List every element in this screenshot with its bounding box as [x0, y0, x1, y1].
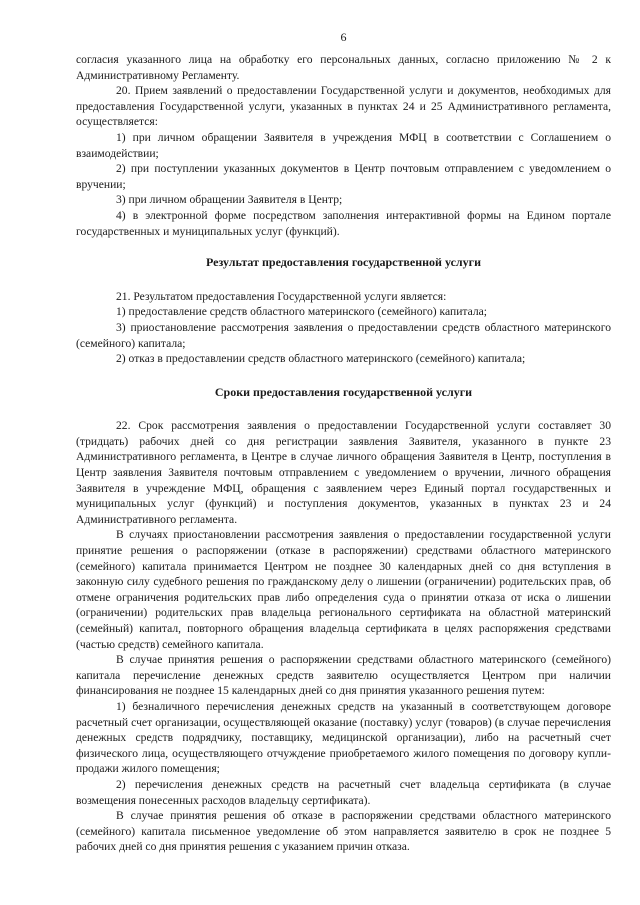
paragraph: 1) предоставление средств областного материнского (семейного) капитала;	[116, 305, 488, 319]
paragraph: 3) приостановление рассмотрения заявления о предоставлении средств областного материнского (семейного) капитала;	[76, 320, 611, 350]
paragraph: 4) в электронной форме посредством заполнения интерактивной формы на Едином портале государственных и муниципальных услуг (функций).	[76, 208, 611, 238]
paragraph: 3) при личном обращении Заявителя в Центр;	[116, 193, 343, 207]
paragraph: В случаях приостановлении рассмотрения заявления о предоставлении государственной услуги принятие решения о распоряжении (отказе в распоряжении) средствами областного материнского (семейного) капитала принимается Центром не позднее 30 календарных дней со дня вступления в законную силу судебного решения по гражданскому делу о лишении (ограничении) родительских прав, об отмене ограничения родительских прав либо определения суда о принятии отказа от иска о лишении (ограничении) родительских прав владельца регионального сертификата на областной материнский (семейный) капитал, повторного обращения владельца сертификата в целях распоряжения средствами (частью средств) семейного капитала.	[76, 528, 611, 651]
paragraph: В случае принятия решения об отказе в распоряжении средствами областного материнского (семейного) капитала письменное уведомление об этом направляется заявителю в срок не позднее 5 рабочих дней со дня принятия решения с указанием причин отказа.	[76, 809, 611, 854]
paragraph: В случае принятия решения о распоряжении средствами областного материнского (семейного) капитала перечисление денежных средств заявителю осуществляется Центром при наличии финансирования не позднее 15 календарных дней со дня принятия указанного решения путем:	[76, 653, 611, 698]
paragraph: 22. Срок рассмотрения заявления о предоставлении Государственной услуги составляет 30 (тридцать) рабочих дней со дня регистрации заявления Заявителя, указанного в пункте 23 Административного регламента, в Центре в случае личного обращения Заявителя в Центр, поступления в Центр заявления Заявителя почтовым отправлением с уведомлением о вручении, личного обращения Заявителя в учреждение МФЦ, обращения с заявлением через Единый портал государственных и муниципальных услуг (функций) и поступления документов, указанных в пунктах 23 и 24 Административного регламента.	[76, 419, 611, 526]
paragraph: 21. Результатом предоставления Государственной услуги является:	[116, 289, 447, 303]
page-number: 6	[340, 30, 347, 44]
paragraph: 1) безналичного перечисления денежных средств на указанный в соответствующем договоре расчетный счет организации, осуществляющей оказание (поставку) услуг (товаров) (в случае перечисления денежных средств подрядчику, поставщику, медицинской организации), либо на расчетный счет физического лица, осуществляющего отчуждение приобретаемого жилого помещения по договору купли-продажи жилого помещения;	[76, 699, 611, 776]
section-heading: Сроки предоставления государственной услуги	[214, 384, 473, 399]
paragraph: 1) при личном обращении Заявителя в учреждения МФЦ в соответствии с Соглашением о взаимодействии;	[76, 130, 611, 160]
paragraph: 2) при поступлении указанных документов в Центр почтовым отправлением с уведомлением о вручении;	[76, 162, 611, 191]
paragraph: согласия указанного лица на обработку его персональных данных, согласно приложению № 2 к Административному Регламенту.	[76, 53, 611, 82]
paragraph: 2) перечисления денежных средств на расчетный счет владельца сертификата (в случае возмещения понесенных расходов владельцу сертификата).	[76, 777, 611, 807]
paragraph: 20. Прием заявлений о предоставлении Государственной услуги и документов, необходимых для предоставления Государственной услуги, указанных в пунктах 24 и 25 Административного регламента, осуществляется:	[76, 84, 611, 129]
paragraph: 2) отказ в предоставлении средств областного материнского (семейного) капитала;	[116, 352, 526, 366]
document-body	[76, 52, 611, 855]
section-heading: Результат предоставления государственной услуги	[205, 255, 482, 270]
